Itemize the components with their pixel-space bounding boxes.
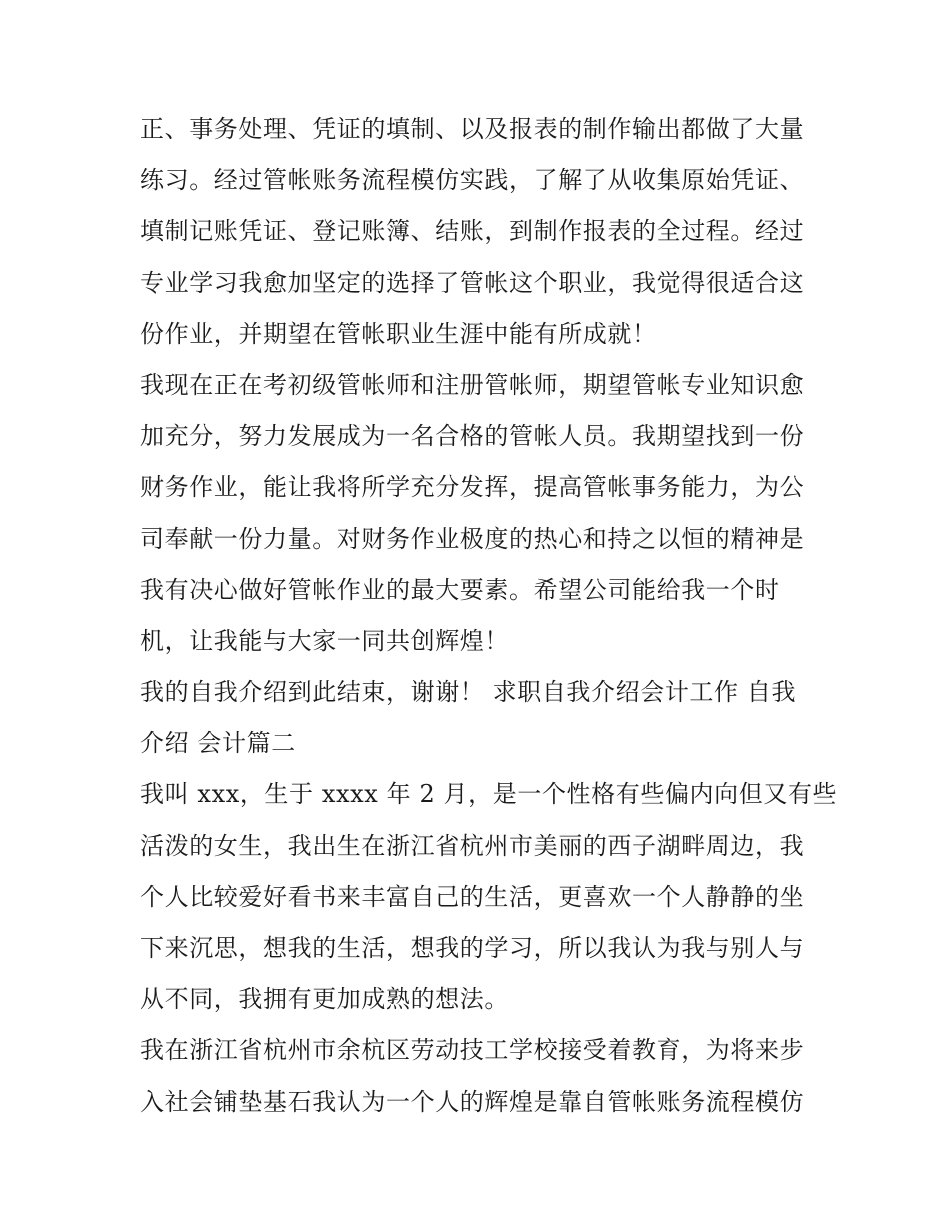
text-line: 我在浙江省杭州市余杭区劳动技工学校接受着教育，为将来步 [140,1036,805,1065]
text-line: 从不同，我拥有更加成熟的想法。 [140,985,509,1014]
text-line: 我现在正在考初级管帐师和注册管帐师，期望管帐专业知识愈 [140,370,805,399]
text-line: 正、事务处理、凭证的填制、以及报表的制作输出都做了大量 [140,115,805,143]
text-line: 介绍 会计篇二 [140,729,296,758]
text-line: 机，让我能与大家一同共创辉煌！ [140,626,509,655]
text-line: 下来沉思，想我的生活，想我的学习，所以我认为我与别人与 [140,934,805,962]
text-line: 司奉献一份力量。对财务作业极度的热心和持之以恒的精神是 [140,524,805,553]
text-line: 份作业，并期望在管帐职业生涯中能有所成就！ [140,319,657,348]
text-line: 专业学习我愈加坚定的选择了管帐这个职业，我觉得很适合这 [140,268,805,297]
text-line: 练习。经过管帐账务流程模仿实践，了解了从收集原始凭证、 [140,166,805,195]
text-line: 我的自我介绍到此结束，谢谢！ 求职自我介绍会计工作 自我 [140,678,797,707]
document-body [140,104,838,1128]
text-line: 我叫 xxx，生于 xxxx 年 2 月，是一个性格有些偏内向但又有些 [140,780,838,809]
text-line: 填制记账凭证、登记账簿、结账，到制作报表的全过程。经过 [140,217,805,246]
text-line: 加充分，努力发展成为一名合格的管帐人员。我期望找到一份 [140,422,805,451]
text-line: 财务作业，能让我将所学充分发挥，提高管帐事务能力，为公 [140,473,805,502]
text-line: 个人比较爱好看书来丰富自己的生活，更喜欢一个人静静的坐 [140,882,805,911]
text-line: 活泼的女生，我出生在浙江省杭州市美丽的西子湖畔周边，我 [140,831,805,860]
text-line: 入社会铺垫基石我认为一个人的辉煌是靠自管帐账务流程模仿 [140,1087,805,1116]
text-line: 我有决心做好管帐作业的最大要素。希望公司能给我一个时 [140,575,780,604]
